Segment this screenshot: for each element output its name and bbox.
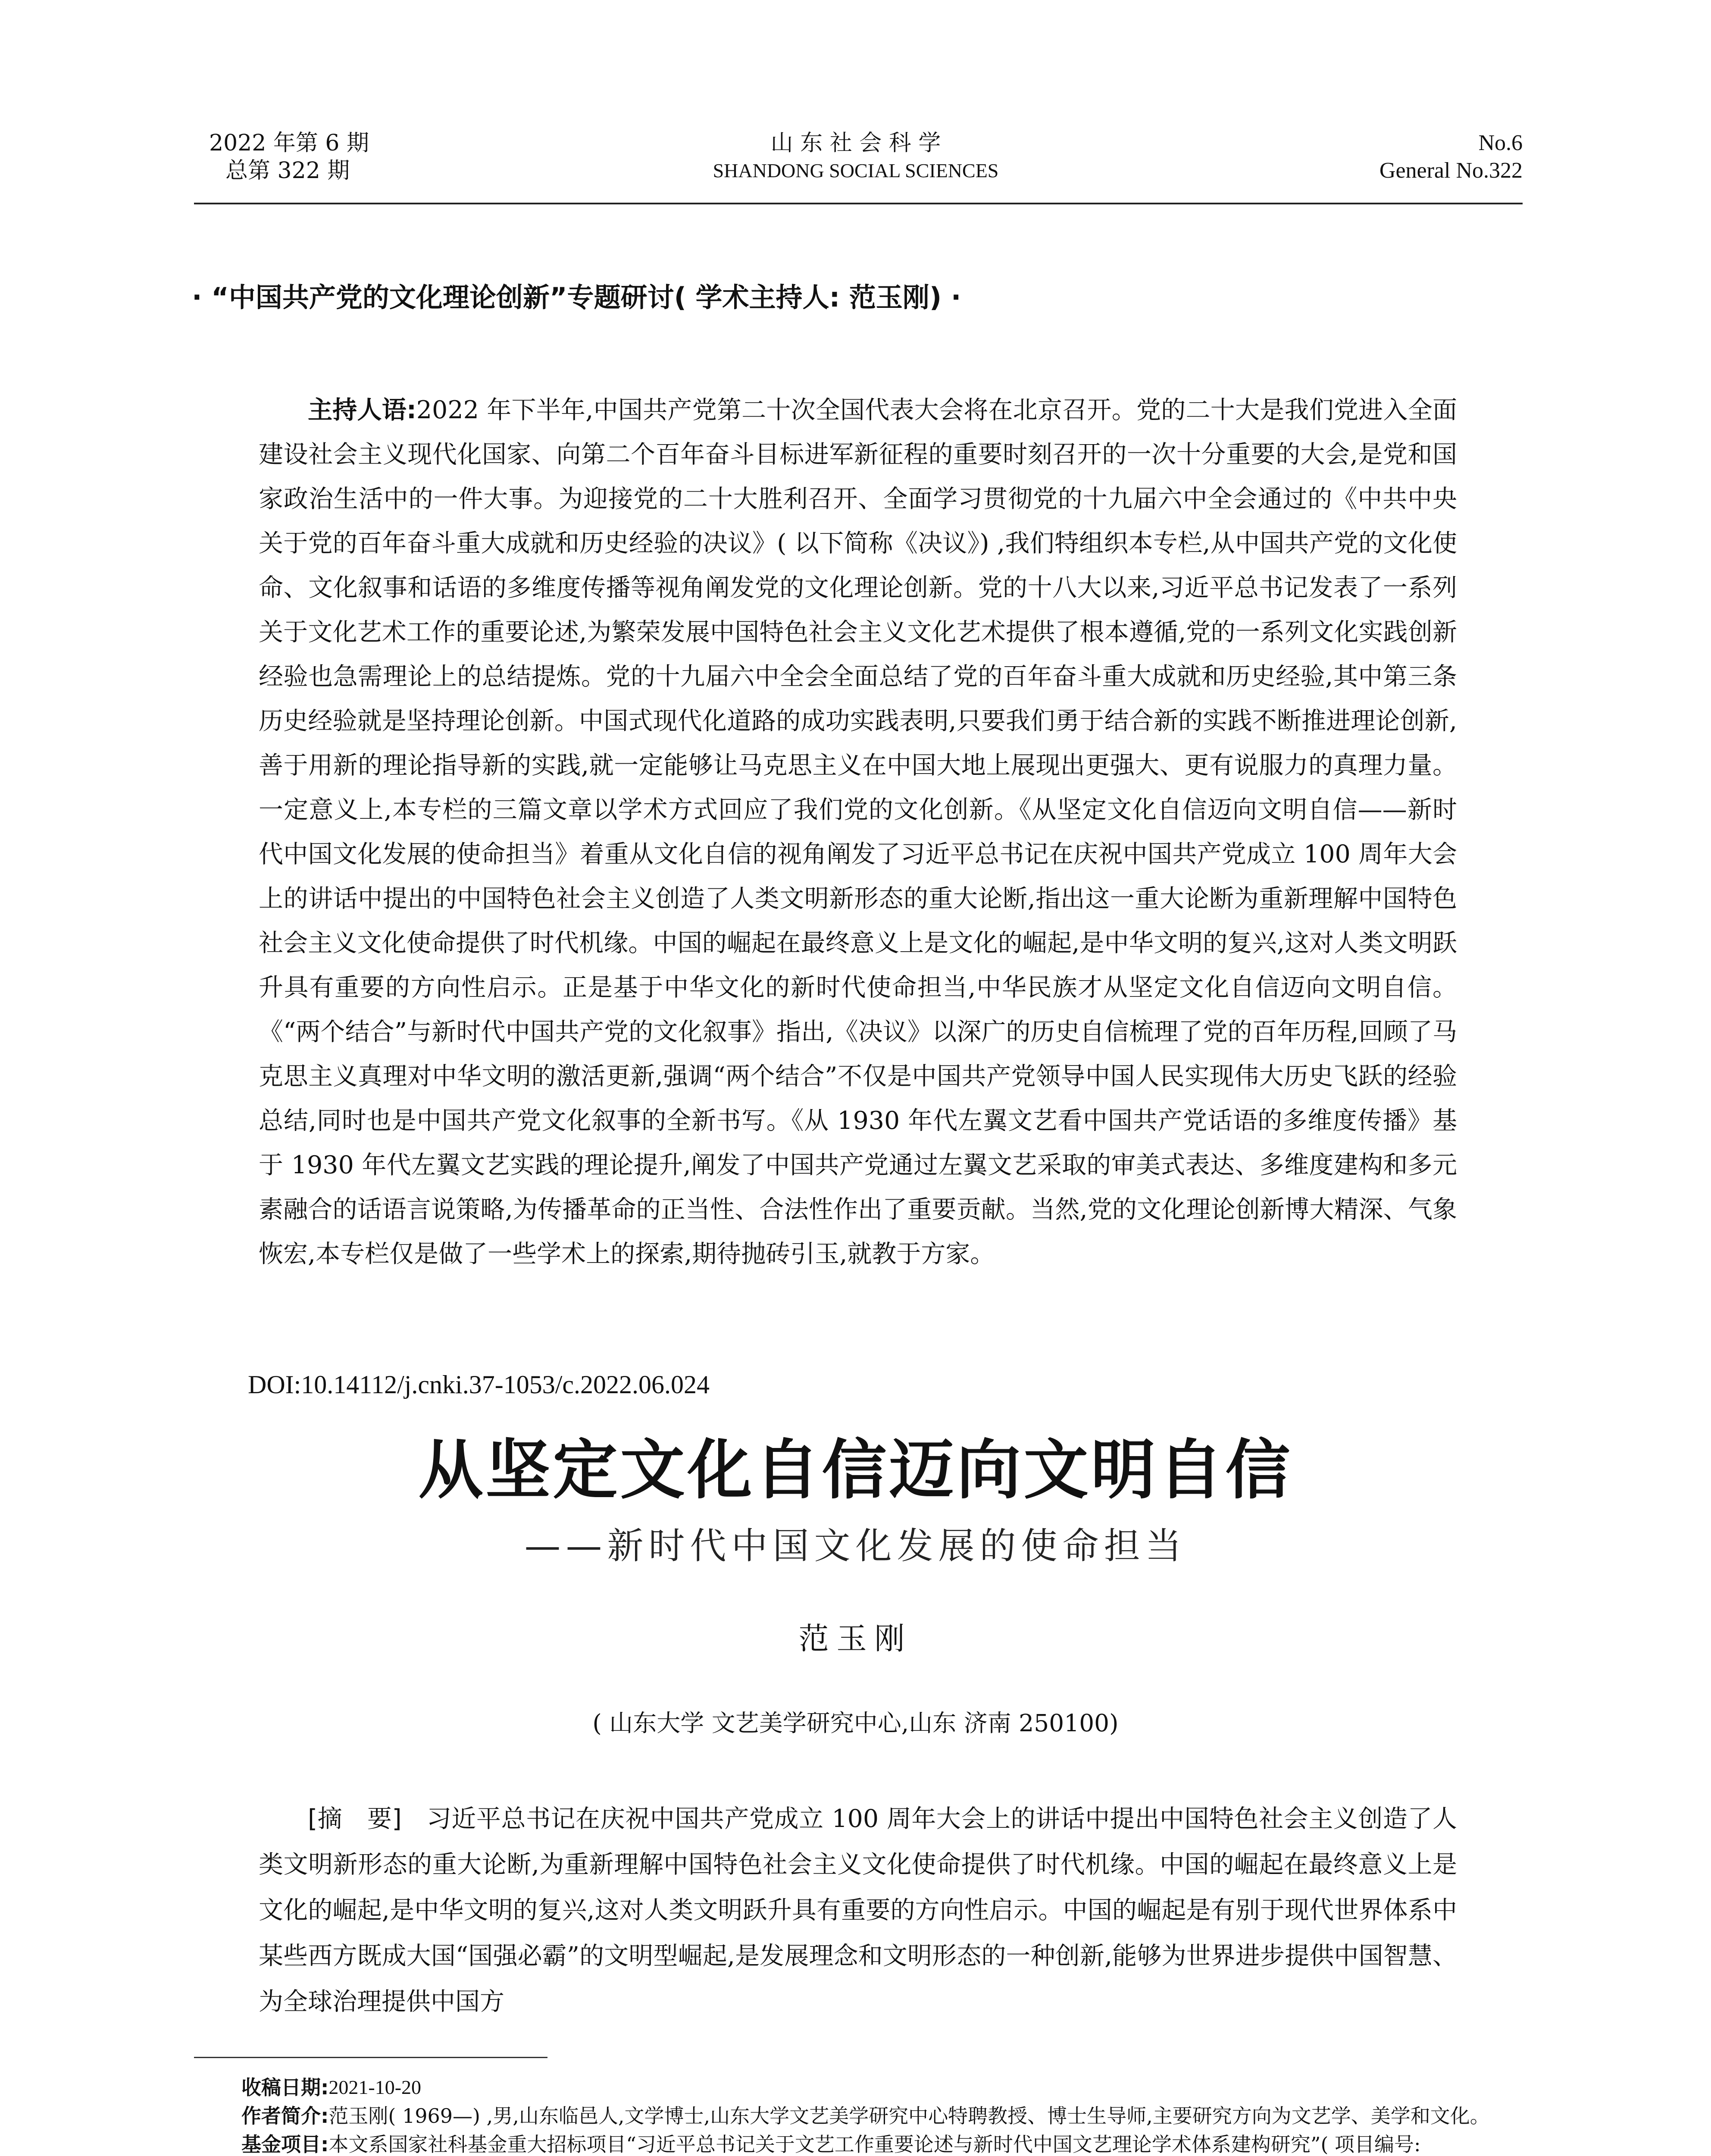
journal-name-cn: 山 东 社 会 科 学 [770, 130, 941, 156]
received-value: 2021-10-20 [328, 2076, 422, 2098]
abstract-text: 习近平总书记在庆祝中国共产党成立 100 周年大会上的讲话中提出中国特色社会主义创造了人类文明新形态的重大论断,为重新理解中国特色社会主义文化使命提供了时代机缘。中国的崛起在最终意义上是文化的崛起,是中华文明的复兴,这对人类文明跃升具有重要的方向性启示。中国的崛起是有别于现代世界体系中某些西方既成大国“国强必霸”的文明型崛起,是发展理念和文明形态的一种创新,能够为世界进步提供中国智慧、为全球治理提供中国方 [259, 1805, 1458, 2016]
intro-text: 2022 年下半年,中国共产党第二十次全国代表大会将在北京召开。党的二十大是我们党进入全面建设社会主义现代化国家、向第二个百年奋斗目标进军新征程的重要时刻召开的一次十分重要的大会,是党和国家政治生活中的一件大事。为迎接党的二十大胜利召开、全面学习贯彻党的十九届六中全会通过的《中共中央关于党的百年奋斗重大成就和历史经验的决议》( 以下简称《决议》) ,我们特组织本专栏,从中国共产党的文化使命、文化叙事和话语的多维度传播等视角阐发党的文化理论创新。党的十八大以来,习近平总书记发表了一系列关于文化艺术工作的重要论述,为繁荣发展中国特色社会主义文化艺术提供了根本遵循,党的一系列文化实践创新经验也急需理论上的总结提炼。党的十九届六中全会全面总结了党的百年奋斗重大成就和历史经验,其中第三条历史经验就是坚持理论创新。中国式现代化道路的成功实践表明,只要我们勇于结合新的实践不断推进理论创新,善于用新的理论指导新的实践,就一定能够让马克思主义在中国大地上展现出更强大、更有说服力的真理力量。一定意义上,本专栏的三篇文章以学术方式回应了我们党的文化创新。《从坚定文化自信迈向文明自信——新时代中国文化发展的使命担当》着重从文化自信的视角阐发了习近平总书记在庆祝中国共产党成立 100 周年大会上的讲话中提出的中国特色社会主义创造了人类文明新形态的重大论断,指出这一重大论断为重新理解中国特色社会主义文化使命提供了时代机缘。中国的崛起在最终意义上是文化的崛起,是中华文明的复兴,这对人类文明跃升具有重要的方向性启示。正是基于中华文化的新时代使命担当,中华民族才从坚定文化自信迈向文明自信。《“两个结合”与新时代中国共产党的文化叙事》指出,《决议》以深广的历史自信梳理了党的百年历程,回顾了马克思主义真理对中华文明的激活更新,强调“两个结合”不仅是中国共产党领导中国人民实现伟大历史飞跃的经验总结,同时也是中国共产党文化叙事的全新书写。《从 1930 年代左翼文艺看中国共产党话语的多维度传播》基于 1930 年代左翼文艺实践的理论提升,阐发了中国共产党通过左翼文艺采取的审美式表达、多维度建构和多元素融合的话语言说策略,为传播革命的正当性、合法性作出了重要贡献。当然,党的文化理论创新博大精深、气象恢宏,本专栏仅是做了一些学术上的探索,期待抛砖引玉,就教于方家。 [259, 396, 1458, 1268]
header-right [1379, 129, 1523, 185]
header-center [640, 129, 1071, 185]
issue-line: 2022 年第 6 期 [209, 130, 369, 156]
header-left [209, 129, 369, 185]
header-rule [194, 203, 1523, 204]
received-label: 收稿日期: [241, 2076, 329, 2099]
section-tag: · “中国共产党的文化理论创新”专题研讨( 学术主持人: 范玉刚) · [192, 282, 961, 313]
author-bio-label: 作者简介: [241, 2104, 329, 2128]
doi: DOI:10.14112/j.cnki.37-1053/c.2022.06.024 [248, 1370, 710, 1399]
abstract [259, 1796, 1457, 2024]
received-date [241, 2074, 1526, 2101]
author-name: 范玉刚 [798, 1621, 913, 1656]
intro-label: 主持人语: [308, 396, 416, 424]
issue-number: No.6 [1478, 131, 1523, 155]
article-title: 从坚定文化自信迈向文明自信 [418, 1433, 1293, 1508]
journal-name-en: SHANDONG SOCIAL SCIENCES [713, 160, 999, 182]
total-issue-line: 总第 322 期 [225, 158, 350, 184]
host-introduction [259, 388, 1457, 1276]
article-subtitle: ——新时代中国文化发展的使命担当 [524, 1525, 1187, 1567]
footnote-rule [194, 2057, 547, 2058]
footnotes [241, 2074, 1526, 2156]
abstract-label: [摘 要] [308, 1805, 402, 1833]
fund-label: 基金项目: [241, 2133, 329, 2156]
author-bio-value: 范玉刚( 1969—) ,男,山东临邑人,文学博士,山东大学文艺美学研究中心特聘教授、博士生导师,主要研究方向为文艺学、美学和文化。 [328, 2104, 1490, 2128]
author-bio [241, 2103, 1526, 2129]
author-affiliation: ( 山东大学 文艺美学研究中心,山东 济南 250100) [592, 1709, 1119, 1737]
fund-project [241, 2131, 1526, 2156]
general-number: General No.322 [1379, 158, 1523, 183]
fund-value: 本文系国家社科基金重大招标项目“习近平总书记关于文艺工作重要论述与新时代中国文艺理论学术体系建构研究”( 项目编号: [328, 2133, 1421, 2156]
